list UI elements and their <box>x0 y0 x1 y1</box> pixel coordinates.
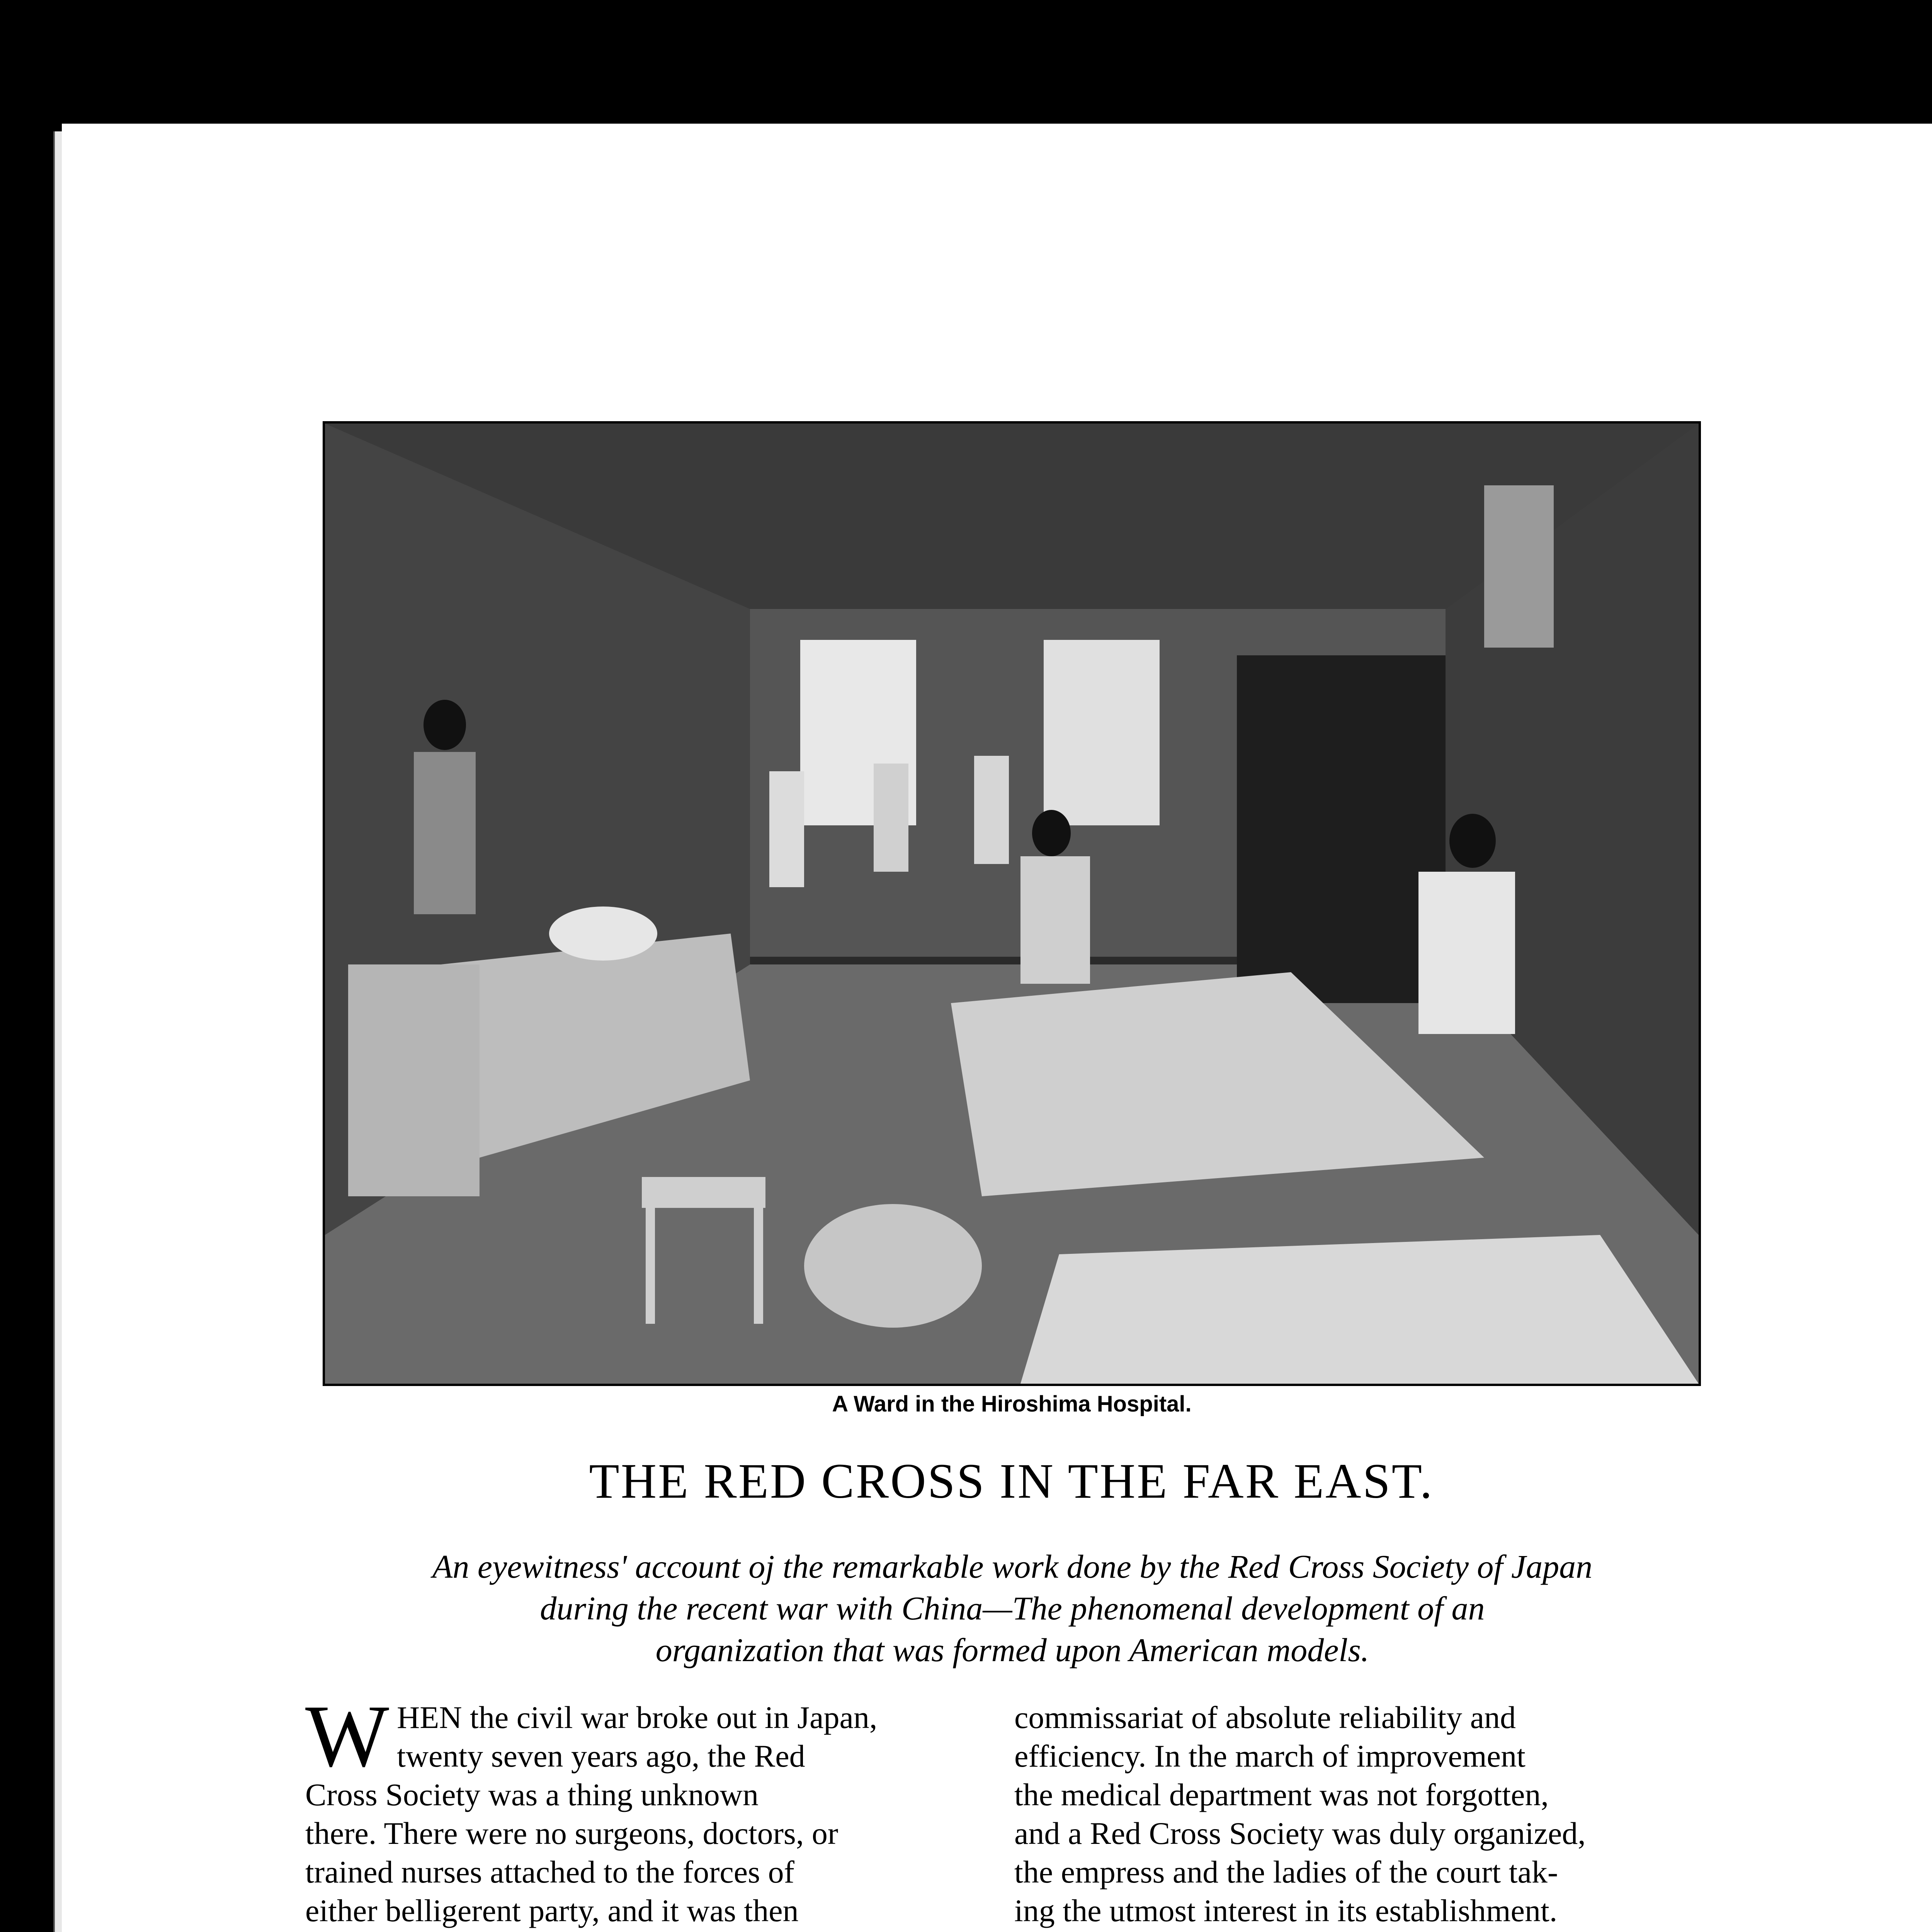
deck-line: An eyewitness' account oj the remarkable work done by the Red Cross Society of Japan <box>432 1548 1593 1585</box>
text-line: HEN the civil war broke out in Japan, <box>397 1700 878 1735</box>
text-line: the medical department was not forgotten, <box>1014 1777 1549 1812</box>
text-line: efficiency. In the march of improvement <box>1014 1738 1526 1774</box>
right-column <box>1014 1698 1679 1932</box>
text-line <box>1014 1930 1679 1932</box>
text-line: ing the utmost interest in its establishment. <box>1014 1893 1558 1928</box>
text-line: the empress and the ladies of the court tak- <box>1014 1854 1558 1889</box>
drop-cap: W <box>305 1687 389 1785</box>
left-column <box>305 1687 970 1932</box>
text-line: twenty seven years ago, the Red <box>397 1738 805 1774</box>
text-line: and a Red Cross Society was duly organized, <box>1014 1816 1586 1851</box>
text-line: Cross Society was a thing unknown <box>305 1777 759 1812</box>
ward-illustration <box>325 423 1699 1384</box>
binding-spine <box>0 124 62 1932</box>
text-line: either belligerent party, and it was then <box>305 1893 799 1928</box>
text-line: commissariat of absolute reliability and <box>1014 1700 1516 1735</box>
photo-caption: A Ward in the Hiroshima Hospital. <box>832 1391 1192 1417</box>
deck-line: during the recent war with China—The phenomenal development of an <box>540 1590 1485 1627</box>
text-line: trained nurses attached to the forces of <box>305 1854 794 1889</box>
text-line: there. There were no surgeons, doctors, or <box>305 1816 838 1851</box>
hospital-ward-photo <box>323 421 1701 1386</box>
article-deck <box>301 1546 1723 1671</box>
binding-edge <box>53 131 62 1932</box>
text-line <box>305 1930 970 1932</box>
article-title: THE RED CROSS IN THE FAR EAST. <box>589 1454 1434 1509</box>
deck-line: organization that was formed upon American models. <box>655 1631 1369 1668</box>
